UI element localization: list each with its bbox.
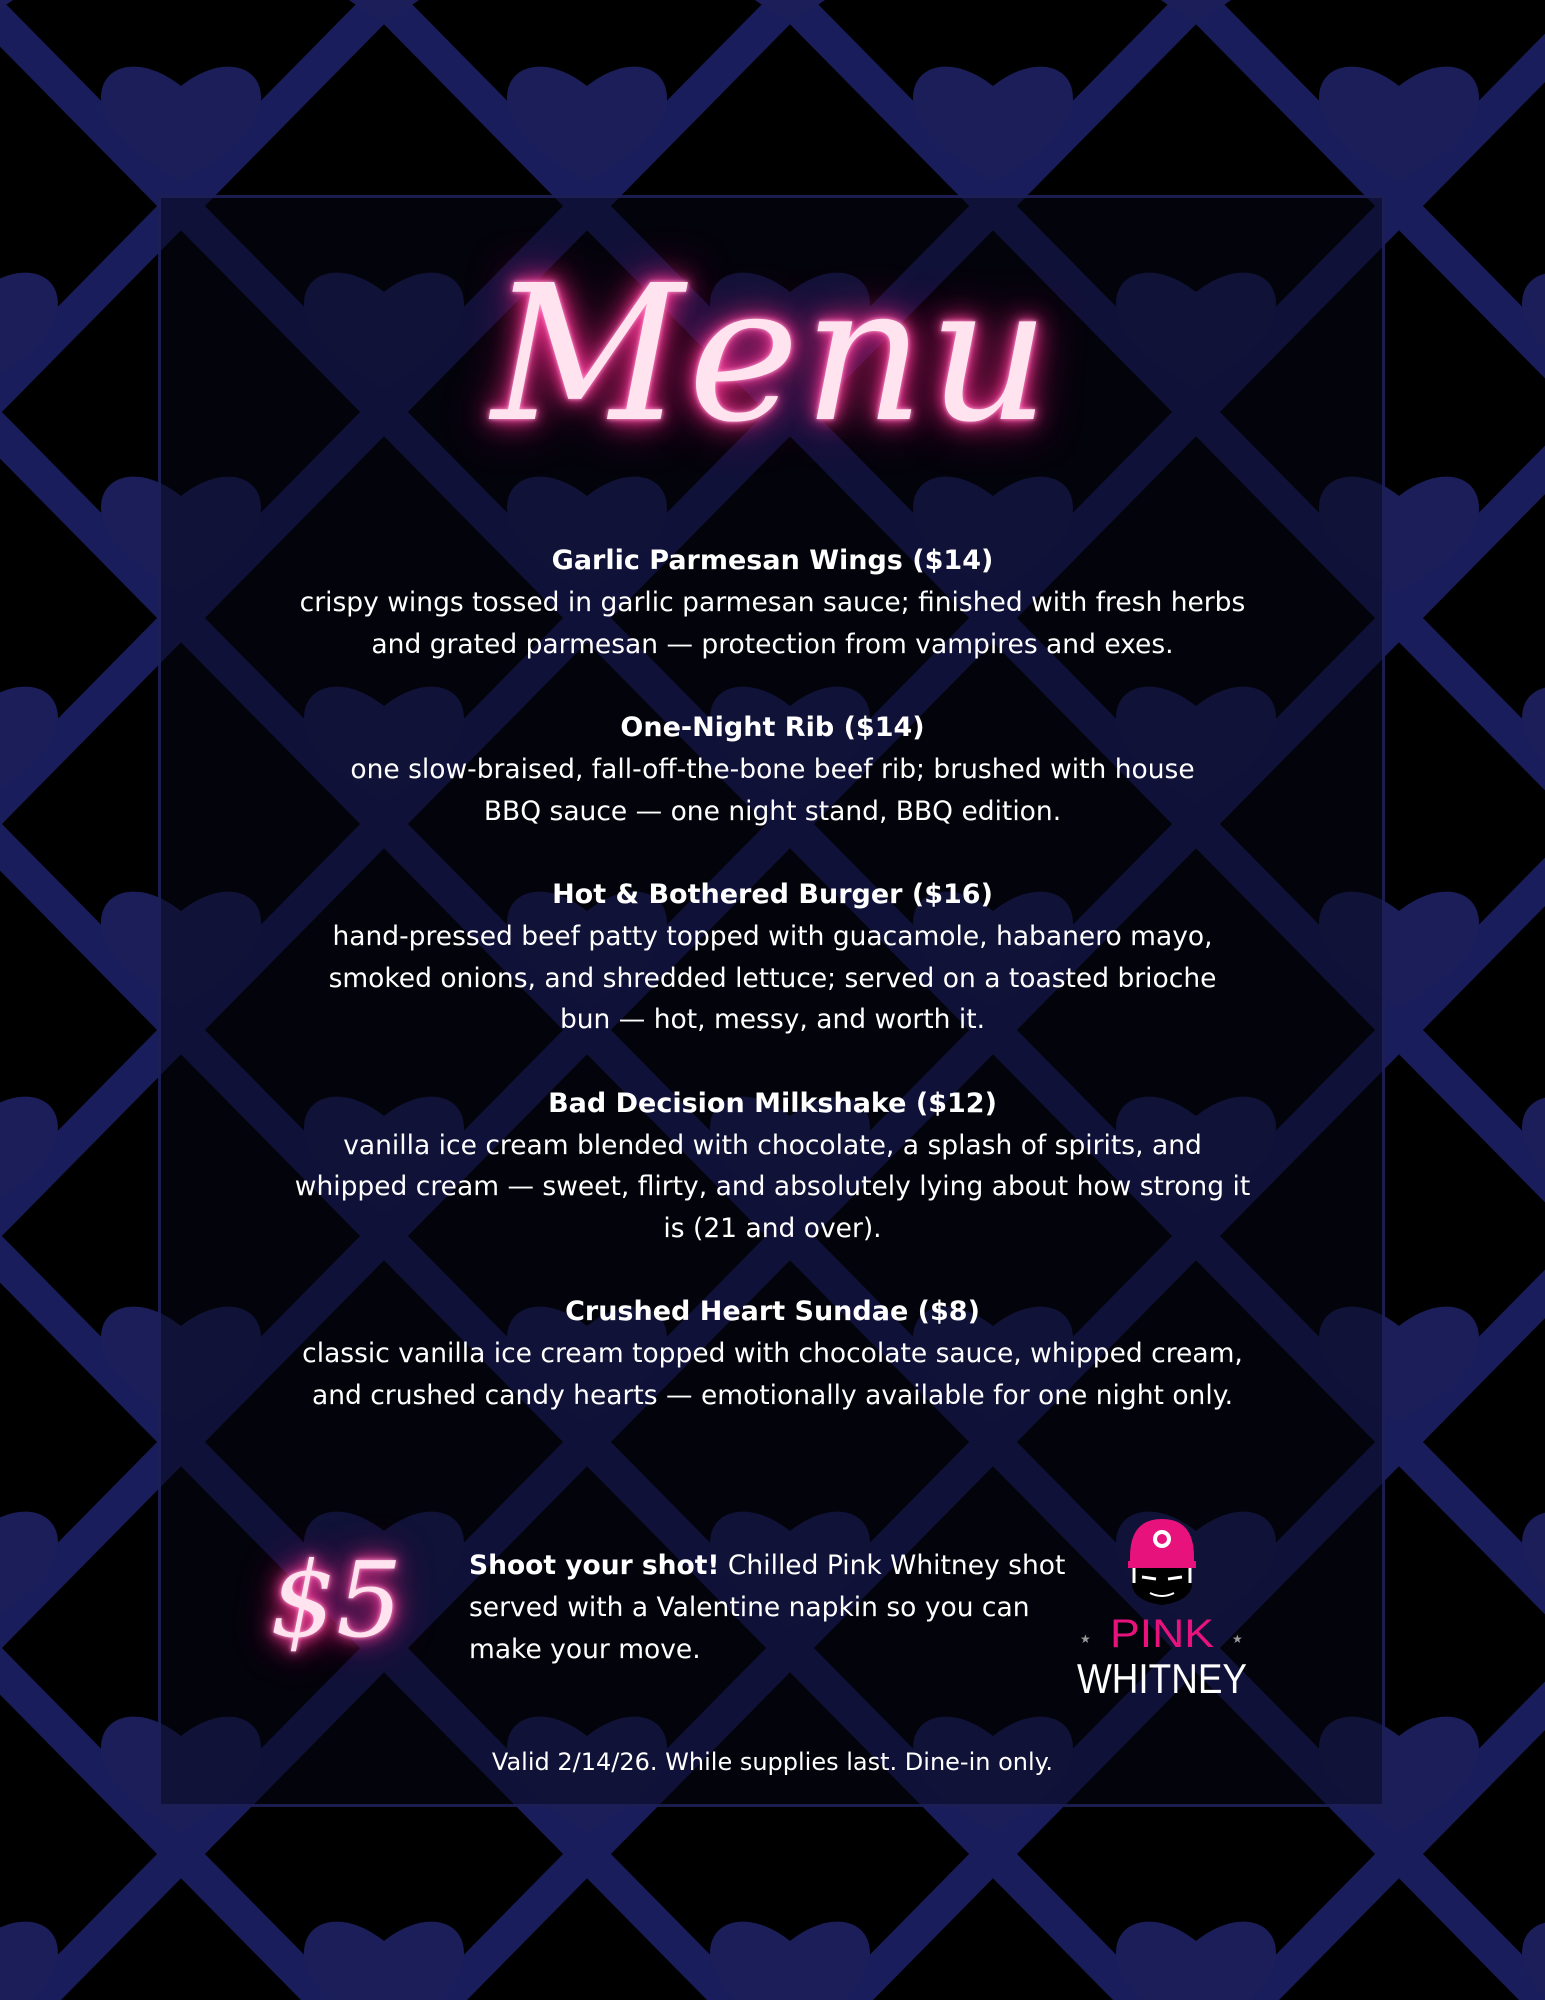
menu-item-name: One-Night Rib ($14) — [620, 712, 925, 743]
shot-price: $5 — [270, 1539, 403, 1661]
pink-whitney-logo — [1072, 1505, 1252, 1705]
menu-item — [290, 540, 1255, 665]
logo-line-whitney: WHITNEY — [1077, 1655, 1247, 1702]
menu-item-name: Bad Decision Milkshake ($12) — [548, 1087, 997, 1119]
menu-item — [290, 1083, 1255, 1250]
svg-text:★: ★ — [1232, 1632, 1243, 1646]
svg-text:★: ★ — [1080, 1632, 1091, 1646]
menu-item — [290, 1291, 1255, 1416]
shot-special-description: Chilled Pink Whitney shot served with a Valentine napkin so you can make your move. — [469, 1550, 1066, 1665]
shot-special-text — [469, 1545, 1079, 1671]
logo-line-pink: PINK — [1110, 1612, 1215, 1656]
menu-item-name: Crushed Heart Sundae ($8) — [565, 1296, 980, 1327]
menu-item — [290, 874, 1255, 1041]
menu-item-description: vanilla ice cream blended with chocolate, a splash of spirits, and whipped cream — sweet, flirty, and absolutely lying about how strong it is (21 and over). — [294, 1129, 1251, 1244]
menu-item-name: Garlic Parmesan Wings ($14) — [551, 545, 994, 576]
menu-title: Menu — [491, 245, 1054, 464]
menu-item-description: one slow-braised, fall-off-the-bone beef rib; brushed with house BBQ sauce — one night stand, BBQ edition. — [350, 754, 1195, 827]
menu-items-list — [290, 540, 1255, 1458]
menu-item-description: hand-pressed beef patty topped with guacamole, habanero mayo, smoked onions, and shredded lettuce; served on a toasted brioche bun — hot, messy, and worth it. — [328, 921, 1217, 1035]
menu-item-name: Hot & Bothered Burger ($16) — [552, 879, 993, 910]
menu-item-description: classic vanilla ice cream topped with chocolate sauce, whipped cream, and crushed candy hearts — emotionally available for one night only. — [302, 1338, 1243, 1411]
menu-item — [290, 707, 1255, 832]
menu-item-description: crispy wings tossed in garlic parmesan sauce; finished with fresh herbs and grated parmesan — protection from vampires and exes. — [299, 587, 1246, 660]
helmet-mascot-icon — [1128, 1519, 1196, 1605]
footer-disclaimer: Valid 2/14/26. While supplies last. Dine-in only. — [491, 1748, 1054, 1776]
shot-special-lead: Shoot your shot! — [469, 1550, 720, 1581]
